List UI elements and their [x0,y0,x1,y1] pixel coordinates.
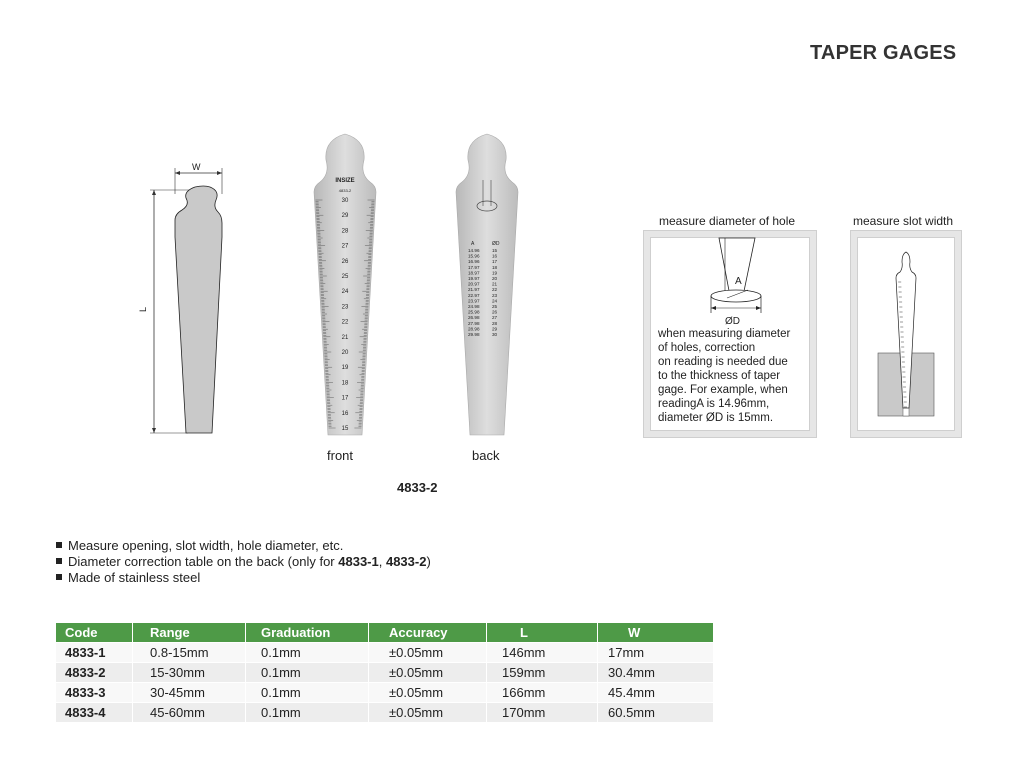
hole-label-d: ØD [725,316,740,327]
correction-value: 14.96 [468,248,480,253]
table-row: 4833-1 0.8-15mm 0.1mm ±0.05mm 146mm 17mm [56,643,714,663]
scale-number: 20 [341,350,349,356]
correction-diameter: 25 [492,304,498,309]
correction-diameter: 30 [492,332,498,337]
correction-value: 15.96 [468,253,480,259]
correction-value: 18.97 [468,270,480,276]
correction-diameter: 19 [492,270,498,276]
scale-number: 18 [341,380,349,387]
scale-number: 25 [341,274,349,280]
model-caption: 4833-2 [397,480,438,495]
spec-table [56,623,714,722]
gage-dimension-drawing [140,160,240,440]
slot-diagram [858,238,954,430]
table-row: 4833-4 45-60mm 0.1mm ±0.05mm 170mm 60.5mm [56,703,714,723]
hole-panel-title: measure diameter of hole [659,214,796,228]
scale-number: 22 [341,319,349,326]
scale-number: 24 [341,289,349,296]
scale-number: 26 [341,258,349,265]
model-mark: 4833-2 [338,188,352,193]
correction-value: 24.98 [468,304,480,309]
correction-diameter: 18 [492,264,498,270]
table-row: 4833-2 15-30mm 0.1mm ±0.05mm 159mm 30.4mm [56,663,714,683]
correction-diameter: 27 [492,315,498,321]
scale-number: 21 [341,334,349,341]
scale-number: 27 [341,243,349,250]
correction-diameter: 28 [492,320,498,326]
feature-list [56,538,431,586]
gage-back-image [452,130,522,440]
col-header: L [487,623,598,643]
hole-diagram [651,238,809,333]
scale-number: 23 [341,304,349,311]
front-caption: front [327,448,354,463]
correction-diameter: 17 [492,259,498,265]
table-row: 4833-3 30-45mm 0.1mm ±0.05mm 166mm 45.4mm [56,683,714,703]
scale-number: 15 [341,426,349,432]
col-header: Range [133,623,246,643]
correction-value: 17.97 [468,264,480,270]
page-title: TAPER GAGES [810,42,957,64]
correction-value: 21.97 [468,287,480,293]
table-header-row [56,623,714,643]
scale-number: 17 [341,395,349,402]
back-caption: back [472,448,500,463]
dim-l-label: L [138,306,148,312]
hole-label-a: A [735,276,742,287]
correction-diameter: 22 [492,287,498,293]
brand-logo: INSIZE [335,178,355,184]
bullet-icon [56,542,62,548]
col-header: Code [56,623,133,643]
col-header: W [598,623,714,643]
back-header-d: ØD [492,241,500,247]
correction-diameter: 21 [492,281,498,287]
correction-diameter: 24 [492,298,498,304]
correction-diameter: 23 [492,292,498,298]
col-header: Accuracy [369,623,487,643]
correction-value: 28.98 [468,326,480,332]
scale-number: 29 [341,213,349,220]
scale-number: 16 [341,410,349,417]
dim-w-label: W [192,162,201,172]
correction-value: 20.97 [468,281,480,287]
feature-item: Diameter correction table on the back (only for 4833-1, 4833-2) [56,554,431,570]
gage-front-image [310,130,380,440]
feature-item: Made of stainless steel [56,570,431,586]
col-header: Graduation [246,623,369,643]
hole-description: when measuring diameter of holes, correction on reading is needed due to the thickness of taper gage. For example, when readingA is 14.96mm, diameter ØD is 15mm. [658,328,791,424]
bullet-icon [56,574,62,580]
feature-item: Measure opening, slot width, hole diameter, etc. [56,538,431,554]
correction-diameter: 26 [492,309,498,315]
correction-value: 23.97 [468,298,480,304]
correction-value: 25.98 [468,309,480,315]
scale-number: 30 [341,198,349,204]
back-header-a: A [471,241,475,247]
correction-value: 27.98 [468,320,480,326]
bullet-icon [56,558,62,564]
correction-value: 29.98 [468,332,480,337]
correction-value: 26.98 [468,315,480,321]
correction-diameter: 29 [492,326,498,332]
correction-diameter: 20 [492,276,498,281]
scale-number: 19 [341,365,349,372]
scale-number: 28 [341,228,349,235]
correction-diameter: 15 [492,248,498,253]
slot-measure-panel [850,230,962,438]
correction-value: 22.97 [468,292,480,298]
correction-diameter: 16 [492,253,498,259]
correction-value: 16.96 [468,259,480,265]
correction-value: 19.97 [468,276,480,281]
slot-panel-title: measure slot width [853,214,954,228]
